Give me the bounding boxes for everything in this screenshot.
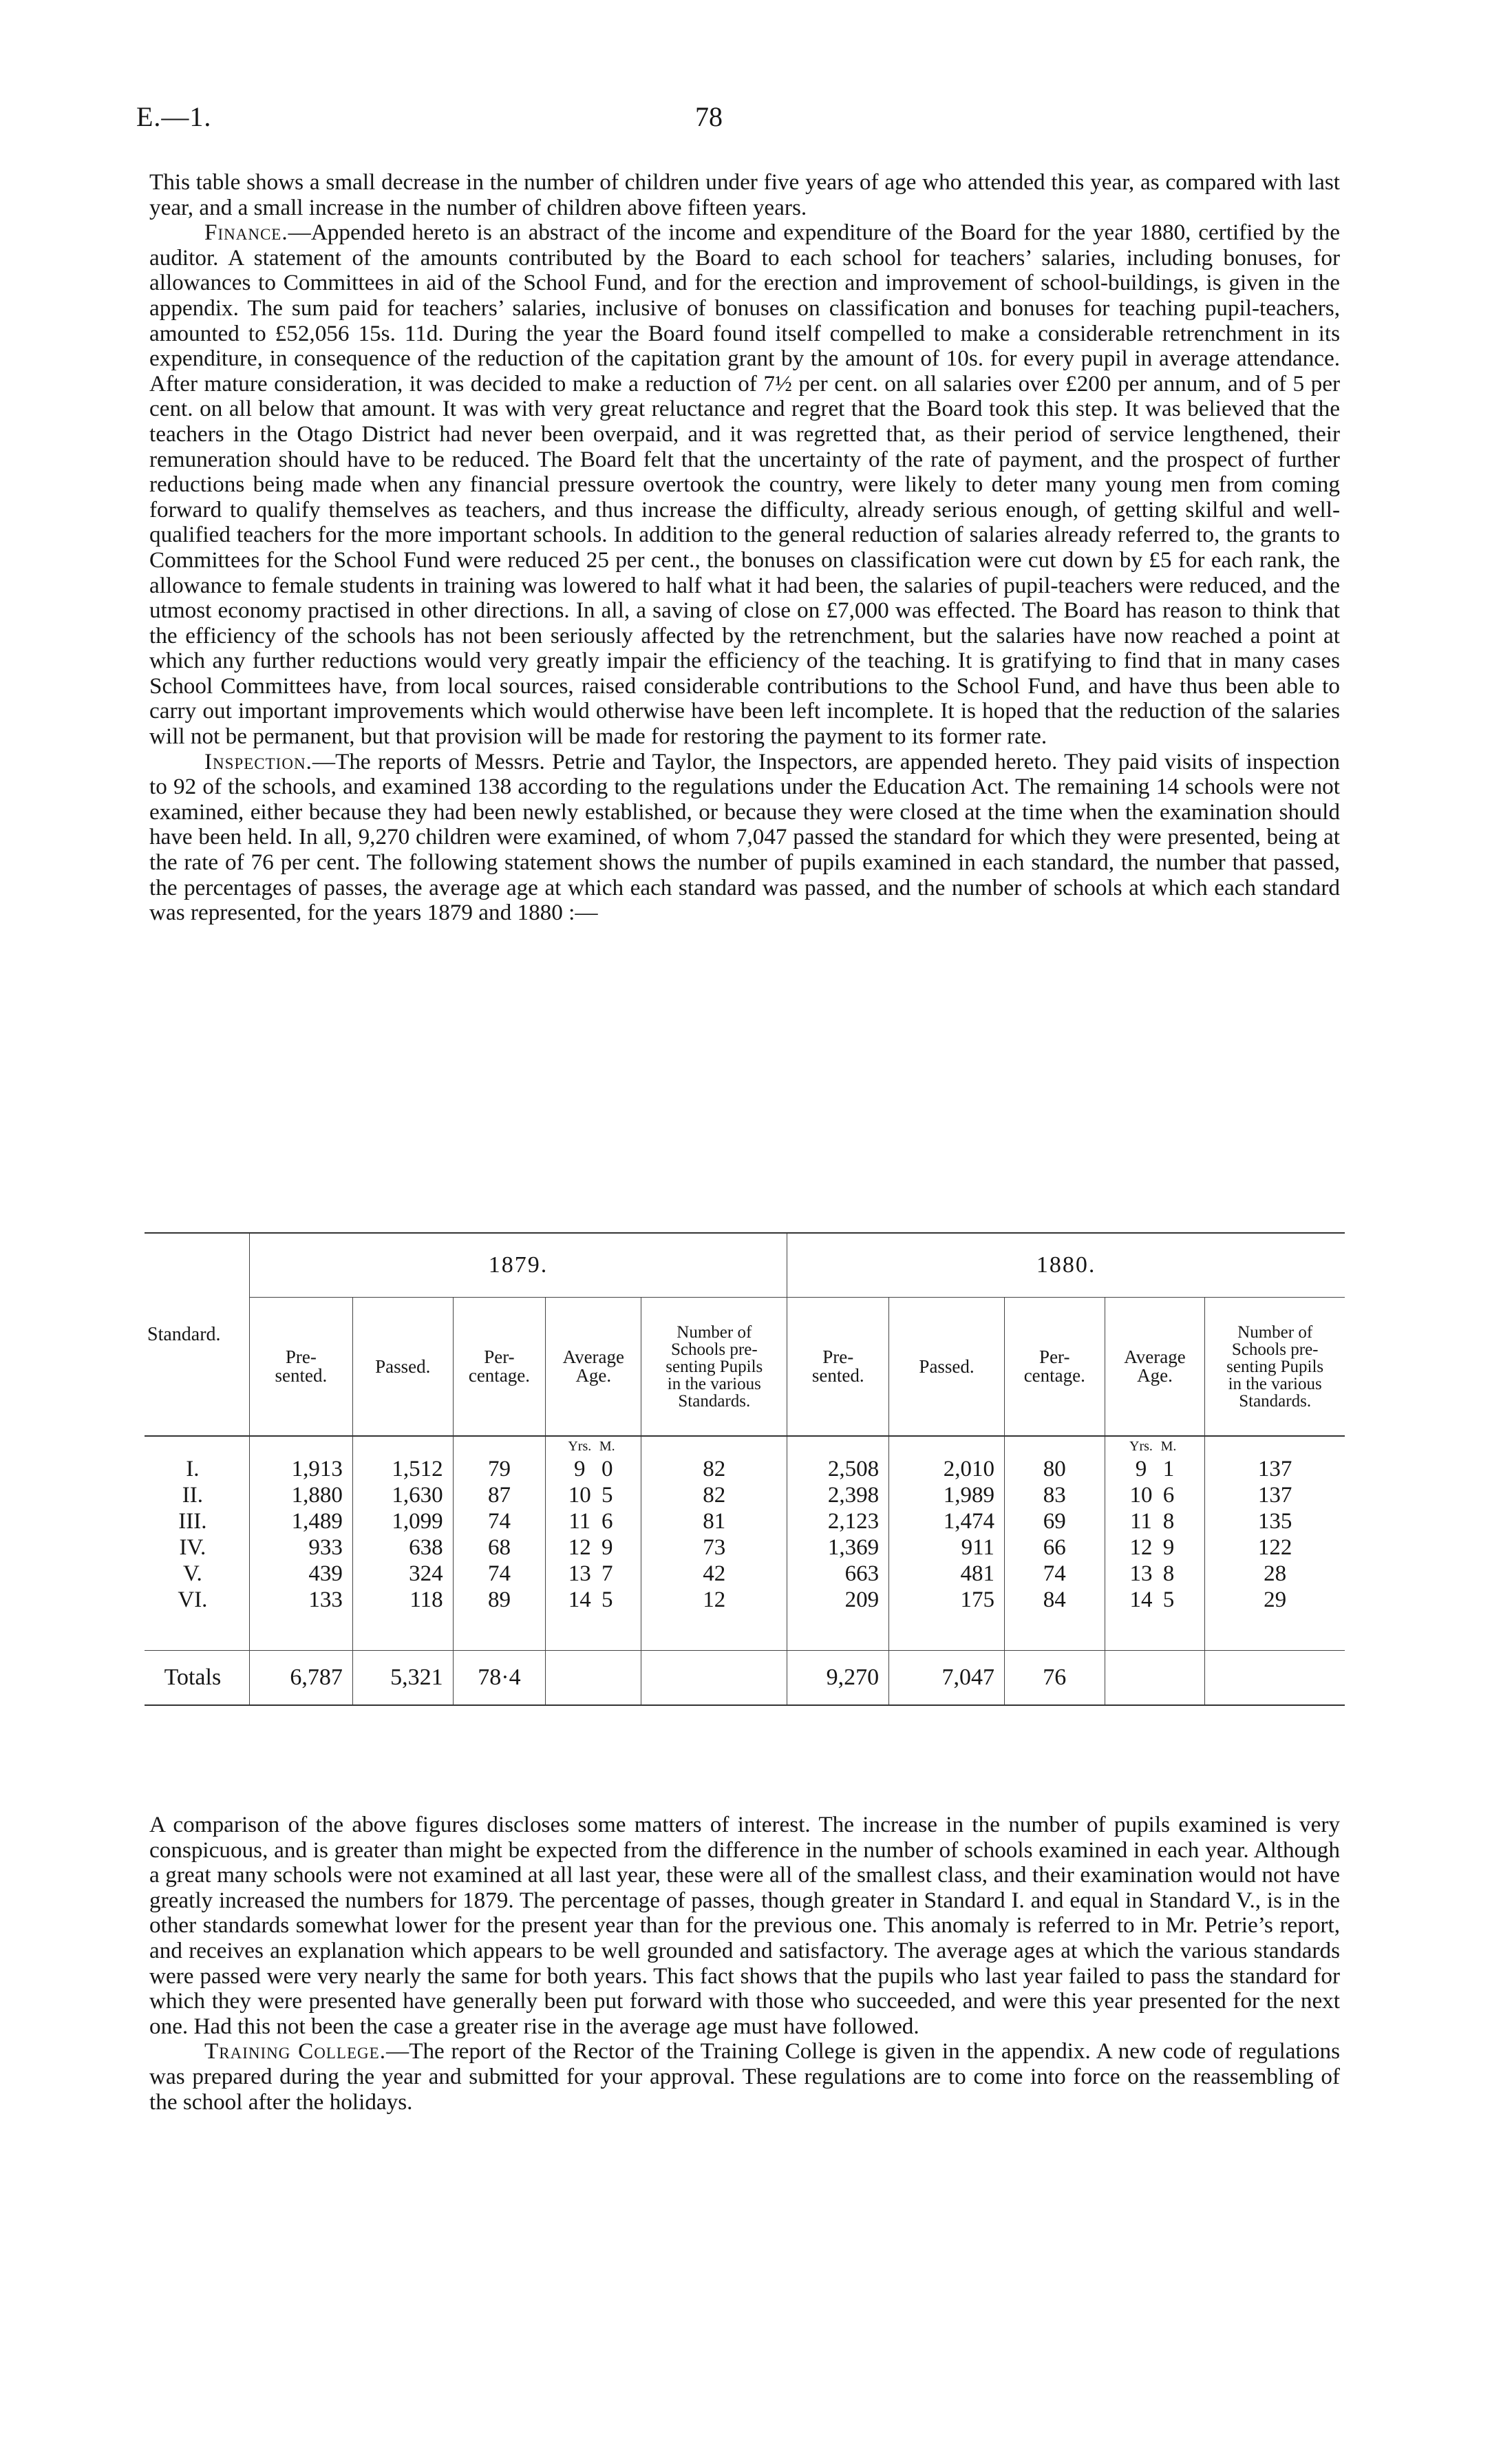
- age-years-1880: 10: [1129, 1482, 1153, 1508]
- age-years-1880: 9: [1135, 1456, 1147, 1481]
- schools-1880: 137: [1205, 1482, 1345, 1508]
- average-age-1880-label: Average Age.: [1124, 1347, 1186, 1386]
- totals-presented-1880: 9,270: [787, 1651, 889, 1706]
- schools-1880: 137: [1205, 1456, 1345, 1482]
- average-age-1879-label: Average Age.: [562, 1347, 625, 1386]
- passed-1880: 175: [889, 1587, 1005, 1613]
- standard-label: VI.: [178, 1587, 208, 1612]
- totals-row: [145, 1651, 1345, 1706]
- passed-1880-label: Passed.: [919, 1355, 975, 1377]
- intro-paragraph: This table shows a small decrease in the number of children under five years of age who attended this year, as compared with last year, and a small increase in the number of children above fifteen years.: [149, 169, 1340, 220]
- passed-1879: 1,512: [352, 1456, 453, 1482]
- unit-m-1879: M.: [599, 1438, 615, 1454]
- presented-1880-header: [787, 1298, 889, 1437]
- schools-1879-label: Number of Schools pre- senting Pupils in the various Standards.: [666, 1322, 763, 1411]
- unit-m-1880: M.: [1160, 1438, 1177, 1454]
- age-months-1880: 5: [1162, 1587, 1175, 1612]
- unit-yrs-1879: Yrs.: [568, 1438, 592, 1454]
- passed-1879-label: Passed.: [375, 1355, 431, 1377]
- passed-1880: 2,010: [889, 1456, 1005, 1482]
- age-years-1880: 11: [1130, 1508, 1152, 1534]
- passed-1879: 1,630: [352, 1482, 453, 1508]
- average-age-1879: [546, 1456, 641, 1482]
- age-months-1879: 9: [601, 1534, 613, 1560]
- passed-1879: 118: [352, 1587, 453, 1613]
- average-age-1879: [546, 1482, 641, 1508]
- average-age-1879: [546, 1561, 641, 1587]
- schools-1879: 42: [641, 1561, 787, 1587]
- age-years-1879: 13: [568, 1561, 591, 1586]
- presented-1879-header: [249, 1298, 352, 1437]
- inspection-paragraph: [149, 750, 1340, 926]
- year-1880-header: 1880.: [787, 1233, 1345, 1298]
- age-months-1880: 1: [1162, 1456, 1175, 1481]
- age-years-1880: 12: [1129, 1534, 1153, 1560]
- passed-1880: 1,474: [889, 1508, 1005, 1534]
- page-number: 78: [695, 101, 723, 132]
- totals-percentage-1879: 78·4: [453, 1651, 546, 1706]
- table-row: [145, 1587, 1345, 1613]
- age-months-1879: 5: [601, 1482, 613, 1508]
- percentage-1879-header: [453, 1298, 546, 1437]
- passed-1879-header: [352, 1298, 453, 1437]
- average-age-1880: [1105, 1508, 1205, 1534]
- average-age-1879-header: [546, 1298, 641, 1437]
- average-age-1880-header: [1105, 1298, 1205, 1437]
- schools-1880-header: [1205, 1298, 1345, 1437]
- table-body: [145, 1456, 1345, 1613]
- age-months-1880: 6: [1162, 1482, 1175, 1508]
- totals-passed-1879: 5,321: [352, 1651, 453, 1706]
- average-age-1879: [546, 1508, 641, 1534]
- finance-text: —Appended hereto is an abstract of the income and expenditure of the Board for the year 1880, certified by the auditor. A statement of the amounts contributed by the Board to each school for teachers’ salaries, including bonuses, for allowances to Committees in aid of the School Fund, and for the erection and improvement of school-buildings, is given in the appendix. The sum paid for teachers’ salaries, inclusive of bonuses on classification and bonuses for teaching pupil-teachers, amounted to £52,056 15s. 11d. During the year the Board found itself compelled to make a considerable retrenchment in its expenditure, in consequence of the reduction of the capitation grant by the amount of 10s. for every pupil in average attendance. After mature consideration, it was decided to make a reduction of 7½ per cent. on all salaries over £200 per annum, and of 5 per cent. on all below that amount. It was with very great reluctance and regret that the Board took this step. It was believed that the teachers in the Otago District had never been overpaid, and it was regretted that, as their period of service lengthened, their remuneration should have to be reduced. The Board felt that the uncertainty of the rate of payment, and the prospect of further reductions being made when any financial pressure overtook the country, were likely to deter many young men from coming forward to qualify themselves as teachers, and thus increase the difficulty, already serious enough, of getting skilful and well-qualified teachers for the more important schools. In addition to the general reduction of salaries already referred to, the grants to Committees for the School Fund were reduced 25 per cent., the bonuses on classification were cut down by £5 for each rank, the allowance to female students in training was lowered to half what it had been, the salaries of pupil-teachers were reduced, and the utmost economy practised in other directions. In all, a saving of close on £7,000 was effected. The Board has reason to think that the efficiency of the schools has not been seriously affected by the retrenchment, but the salaries have now reached a point at which any further reductions would very greatly impair the efficiency of the teaching. It is gratifying to find that in many cases School Committees have, from local sources, raised considerable contributions to the School Fund, and have thus been able to carry out important improvements which would otherwise have been left incomplete. It is hoped that the reduction of the salaries will not be permanent, but that provision will be made for restoring the payment to its former rate.: [149, 220, 1340, 750]
- presented-1879: 1,880: [249, 1482, 352, 1508]
- age-months-1879: 6: [601, 1508, 613, 1534]
- percentage-1879: 74: [453, 1508, 546, 1534]
- schools-1879: 82: [641, 1482, 787, 1508]
- standard-label: I.: [186, 1456, 200, 1481]
- table-row: [145, 1508, 1345, 1534]
- age-months-1880: 9: [1162, 1534, 1175, 1560]
- finance-heading: Finance.: [204, 220, 288, 246]
- percentage-1880: 66: [1004, 1534, 1105, 1561]
- table-row: [145, 1534, 1345, 1561]
- age-years-1879: 11: [568, 1508, 591, 1534]
- presented-1879: 439: [249, 1561, 352, 1587]
- age-months-1879: 5: [601, 1587, 613, 1612]
- schools-1879: 73: [641, 1534, 787, 1561]
- average-age-1879: [546, 1587, 641, 1613]
- inspection-text: —The reports of Messrs. Petrie and Taylor, the Inspectors, are appended hereto. They paid visits of inspection to 92 of the schools, and examined 138 according to the regulations under the Education Act. The remaining 14 schools were not examined, either because they had been newly established, or because they were closed at the time when the examination should have been held. In all, 9,270 children were examined, of whom 7,047 passed the standard for which they were presented, being at the rate of 76 per cent. The following statement shows the number of pupils examined in each standard, the number that passed, the percentages of passes, the average age at which each standard was passed, and the number of schools at which each standard was represented, for the years 1879 and 1880 :—: [149, 748, 1340, 926]
- passed-1880-header: [889, 1298, 1005, 1437]
- age-months-1879: 7: [601, 1561, 613, 1586]
- age-years-1879: 14: [568, 1587, 591, 1612]
- year-1879-header: 1879.: [249, 1233, 787, 1298]
- age-months-1880: 8: [1162, 1508, 1175, 1534]
- year-header-row: [145, 1233, 1345, 1298]
- percentage-1879: 68: [453, 1534, 546, 1561]
- unit-yrs-1880: Yrs.: [1129, 1438, 1153, 1454]
- passed-1880: 911: [889, 1534, 1005, 1561]
- average-age-1880: [1105, 1561, 1205, 1587]
- percentage-1880: 83: [1004, 1482, 1105, 1508]
- table-row: [145, 1561, 1345, 1587]
- age-months-1879: 0: [601, 1456, 613, 1481]
- age-months-1880: 8: [1162, 1561, 1175, 1586]
- presented-1879-label: Pre- sented.: [275, 1347, 328, 1386]
- standard-column-header: Standard.: [147, 1323, 221, 1345]
- percentage-1880-label: Per- centage.: [1023, 1347, 1085, 1386]
- presented-1880: 2,508: [787, 1456, 889, 1482]
- presented-1879: 1,489: [249, 1508, 352, 1534]
- percentage-1879: 87: [453, 1482, 546, 1508]
- passed-1880: 481: [889, 1561, 1005, 1587]
- inspection-heading: Inspection.: [204, 748, 312, 774]
- presented-1880: 1,369: [787, 1534, 889, 1561]
- comparison-paragraph: A comparison of the above figures discloses some matters of interest. The increase in the number of pupils examined is very conspicuous, and is greater than might be expected from the difference in the number of schools examined in each year. Although a great many schools were not examined at all last year, these were all of the smallest class, and their examination would not have greatly increased the numbers for 1879. The percentage of passes, though greater in Standard I. and equal in Standard V., is in the other standards somewhat lower for the present year than for the previous one. This anomaly is referred to in Mr. Petrie’s report, and receives an explanation which appears to be well grounded and satisfactory. The average ages at which the various standards were passed were very nearly the same for both years. This fact shows that the pupils who last year failed to pass the standard for which they were presented have generally been put forward with those who succeeded, and were this year presented for the next one. Had this not been the case a greater rise in the average age must have followed.: [149, 1812, 1340, 2039]
- standard-label: IV.: [179, 1534, 206, 1560]
- presented-1880-label: Pre- sented.: [811, 1347, 864, 1386]
- training-college-paragraph: [149, 2039, 1340, 2115]
- schools-1880: 29: [1205, 1587, 1345, 1613]
- percentage-1879: 74: [453, 1561, 546, 1587]
- presented-1880: 663: [787, 1561, 889, 1587]
- schools-1879: 81: [641, 1508, 787, 1534]
- units-row: [145, 1436, 1345, 1456]
- average-age-1879: [546, 1534, 641, 1561]
- standards-table: [145, 1232, 1345, 1706]
- standard-label: III.: [178, 1508, 207, 1534]
- percentage-1880: 74: [1004, 1561, 1105, 1587]
- presented-1879: 1,913: [249, 1456, 352, 1482]
- bottom-text-block: [149, 1813, 1340, 2115]
- schools-1879-header: [641, 1298, 787, 1437]
- spacer-row: [145, 1613, 1345, 1651]
- average-age-1880: [1105, 1456, 1205, 1482]
- schools-1880: 28: [1205, 1561, 1345, 1587]
- average-age-1880: [1105, 1534, 1205, 1561]
- training-college-heading: Training College.: [204, 2038, 386, 2065]
- schools-1880-label: Number of Schools pre- senting Pupils in the various Standards.: [1226, 1322, 1324, 1411]
- percentage-1880: 80: [1004, 1456, 1105, 1482]
- age-units-1879: [546, 1436, 641, 1456]
- percentage-1880: 69: [1004, 1508, 1105, 1534]
- age-years-1879: 10: [568, 1482, 591, 1508]
- passed-1879: 1,099: [352, 1508, 453, 1534]
- average-age-1880: [1105, 1587, 1205, 1613]
- percentage-1880-header: [1004, 1298, 1105, 1437]
- table-row: [145, 1482, 1345, 1508]
- top-text-block: [149, 170, 1340, 926]
- standard-label: V.: [182, 1561, 202, 1586]
- training-college-text: —The report of the Rector of the Training College is given in the appendix. A new code of regulations was prepared during the year and submitted for your approval. These regulations are to come into force on the reassembling of the school after the holidays.: [149, 2038, 1340, 2115]
- table-row: [145, 1456, 1345, 1482]
- presented-1879: 933: [249, 1534, 352, 1561]
- totals-label: Totals: [164, 1665, 222, 1690]
- presented-1879: 133: [249, 1587, 352, 1613]
- age-years-1879: 12: [568, 1534, 591, 1560]
- passed-1879: 324: [352, 1561, 453, 1587]
- passed-1880: 1,989: [889, 1482, 1005, 1508]
- document-code: E.—1.: [136, 101, 212, 132]
- column-header-row: [145, 1298, 1345, 1437]
- presented-1880: 209: [787, 1587, 889, 1613]
- finance-paragraph: [149, 220, 1340, 749]
- schools-1879: 82: [641, 1456, 787, 1482]
- average-age-1880: [1105, 1482, 1205, 1508]
- age-years-1879: 9: [574, 1456, 586, 1481]
- age-years-1880: 13: [1129, 1561, 1153, 1586]
- percentage-1879-label: Per- centage.: [468, 1347, 531, 1386]
- percentage-1880: 84: [1004, 1587, 1105, 1613]
- presented-1880: 2,398: [787, 1482, 889, 1508]
- percentage-1879: 89: [453, 1587, 546, 1613]
- percentage-1879: 79: [453, 1456, 546, 1482]
- passed-1879: 638: [352, 1534, 453, 1561]
- totals-percentage-1880: 76: [1004, 1651, 1105, 1706]
- schools-1880: 122: [1205, 1534, 1345, 1561]
- totals-presented-1879: 6,787: [249, 1651, 352, 1706]
- standard-label: II.: [182, 1482, 204, 1508]
- totals-passed-1880: 7,047: [889, 1651, 1005, 1706]
- schools-1879: 12: [641, 1587, 787, 1613]
- presented-1880: 2,123: [787, 1508, 889, 1534]
- schools-1880: 135: [1205, 1508, 1345, 1534]
- age-units-1880: [1105, 1436, 1205, 1456]
- age-years-1880: 14: [1129, 1587, 1153, 1612]
